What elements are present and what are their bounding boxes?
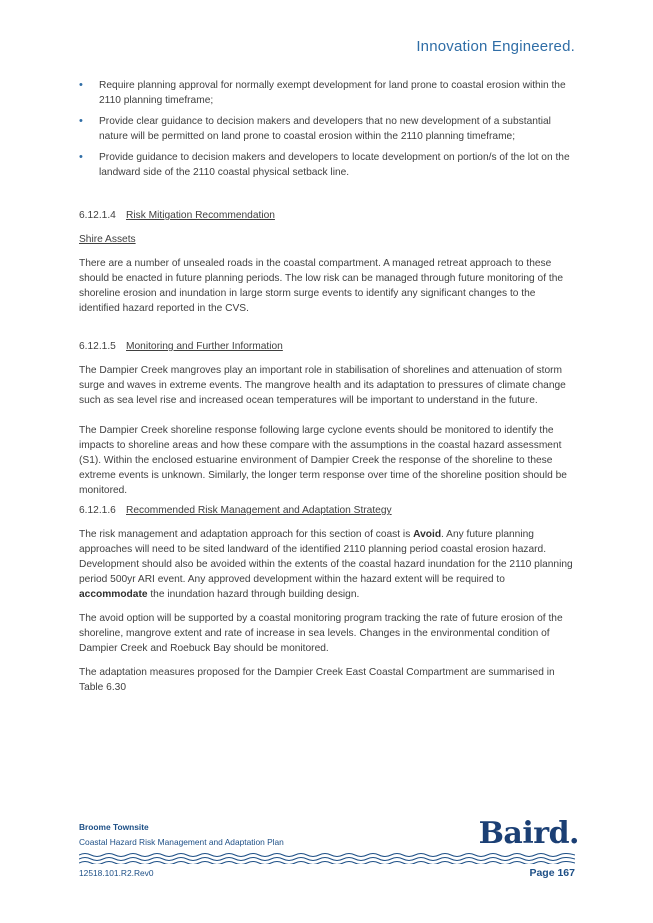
paragraph: The Dampier Creek shoreline response following large cyclone events should be monitored to identify the impacts to shoreline areas and how these compare with the assumptions in the coastal hazard assessment (S1). Within the enclosed estuarine environment of Dampier Creek the response of the shoreline to these extreme events is unknown. Similarly, the longer term response over time of the shoreline position should be monitored. [79,425,567,496]
paragraph: The avoid option will be supported by a coastal monitoring program tracking the rate of future erosion of the shoreline, mangrove extent and rate of increase in sea levels. Changes in the environmental condition of Dampier Creek and Roebuck Bay should be monitored. [79,613,563,654]
header-tagline: Innovation Engineered. [416,38,575,55]
footer [79,816,579,851]
document-code: 12518.101.R2.Rev0 [79,868,154,878]
list-item: • Provide guidance to decision makers and developers to locate development on portion/s of the lot on the landward side of the 2110 coastal physical setback line. [79,150,575,180]
emphasis-accommodate: accommodate [79,589,148,600]
list-item: • Require planning approval for normally exempt development for land prone to coastal erosion within the 2110 planning timeframe; [79,78,575,108]
footer-subtitle: Coastal Hazard Risk Management and Adaptation Plan [79,837,284,847]
section-title: Monitoring and Further Information [126,341,283,352]
list-item: • Provide clear guidance to decision makers and developers that no new development of a substantial nature will be permitted on land prone to coastal erosion within the 2110 planning timeframe; [79,114,575,144]
footer-title: Broome Townsite [79,822,149,832]
page-body [79,78,575,704]
section-heading-6-12-1-6 [79,503,575,518]
footer-wave-decoration [79,852,575,864]
paragraph: There are a number of unsealed roads in the coastal compartment. A managed retreat approach to these should be enacted in future planning periods. The low risk can be managed through future monitoring of the shoreline erosion and inundation in large storm surge events to identify any significant changes to the identified hazard reported in the CVS. [79,258,564,314]
page-number: Page 167 [529,867,575,879]
paragraph: The Dampier Creek mangroves play an important role in stabilisation of shorelines and attenuation of storm surge and waves in extreme events. The mangrove health and its adaptation to pressures of climate change such as sea level rise and increased ocean temperatures will be important to understand in the future. [79,365,566,406]
section-number: 6.12.1.6 [79,505,116,516]
section-title: Risk Mitigation Recommendation [126,210,275,221]
section-number: 6.12.1.5 [79,341,116,352]
paragraph: The adaptation measures proposed for the Dampier Creek East Coastal Compartment are summarised in Table 6.30 [79,667,555,693]
section-title: Recommended Risk Management and Adaptation Strategy [126,505,392,516]
section-number: 6.12.1.4 [79,210,116,221]
section-heading-6-12-1-4 [79,208,575,223]
section-heading-6-12-1-5 [79,339,575,354]
requirements-list [79,78,575,180]
subheading-shire-assets: Shire Assets [79,234,136,245]
emphasis-avoid: Avoid [413,529,442,540]
baird-logo: Baird. [478,816,579,851]
paragraph-strategy: The risk management and adaptation approach for this section of coast is Avoid. Any future planning approaches will need to be sited landward of the identified 2110 planning period coastal erosion hazard. Development should also be avoided within the extents of the coastal hazard inundation for the 2110 planning period 500yr ARI event. Any approved development within the hazard extent will be required to accommodate the inundation hazard through building design. [79,529,573,600]
